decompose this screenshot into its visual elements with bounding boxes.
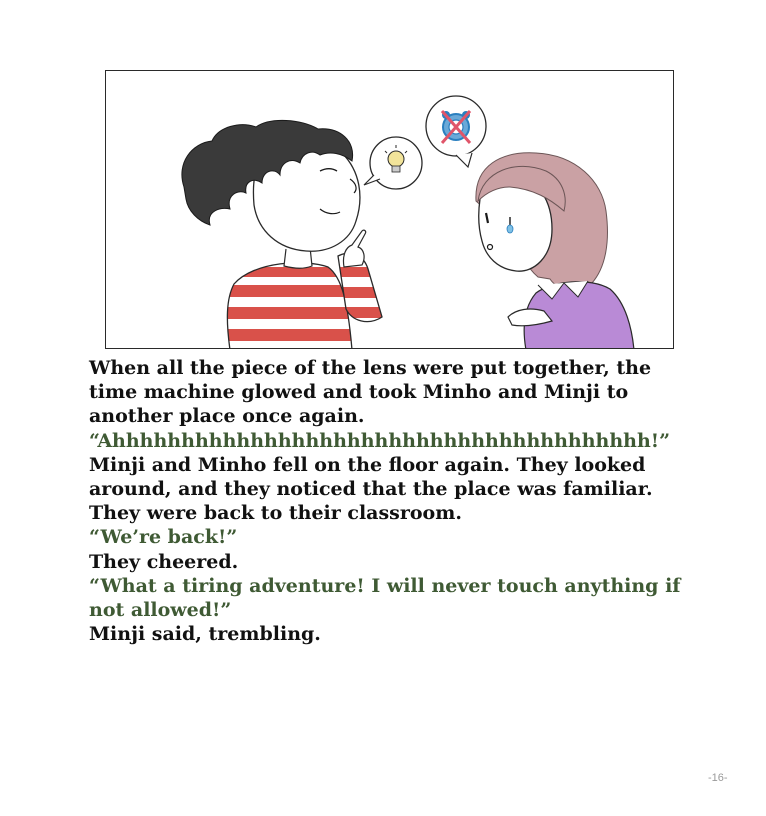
dialogue-line: “Ahhhhhhhhhhhhhhhhhhhhhhhhhhhhhhhhhhhhhhh!” bbox=[89, 429, 671, 452]
dialogue-line: “We’re back!” bbox=[89, 526, 238, 549]
story-text bbox=[89, 356, 689, 646]
crossed-out-alarm-clock-icon bbox=[442, 111, 470, 143]
story-paragraph: When all the piece of the lens were put together, the time machine glowed and took Minho and Minji to another place once again. bbox=[89, 357, 652, 428]
story-paragraph: Minji and Minho fell on the floor again. They looked around, and they noticed that the place was familiar. They were back to their classroom. bbox=[89, 453, 653, 525]
story-illustration bbox=[105, 70, 674, 349]
minho-figure bbox=[182, 120, 391, 349]
story-paragraph: They cheered. bbox=[89, 550, 239, 573]
dialogue-line: “What a tiring adventure! I will never touch anything if not allowed!” bbox=[89, 574, 681, 622]
page-number: -16- bbox=[708, 772, 728, 784]
minji-figure bbox=[476, 153, 634, 349]
illustration-drawing bbox=[106, 71, 674, 349]
story-paragraph: Minji said, trembling. bbox=[89, 623, 321, 646]
lightbulb-thought-bubble bbox=[364, 137, 422, 189]
alarm-clock-thought-bubble bbox=[426, 96, 486, 167]
